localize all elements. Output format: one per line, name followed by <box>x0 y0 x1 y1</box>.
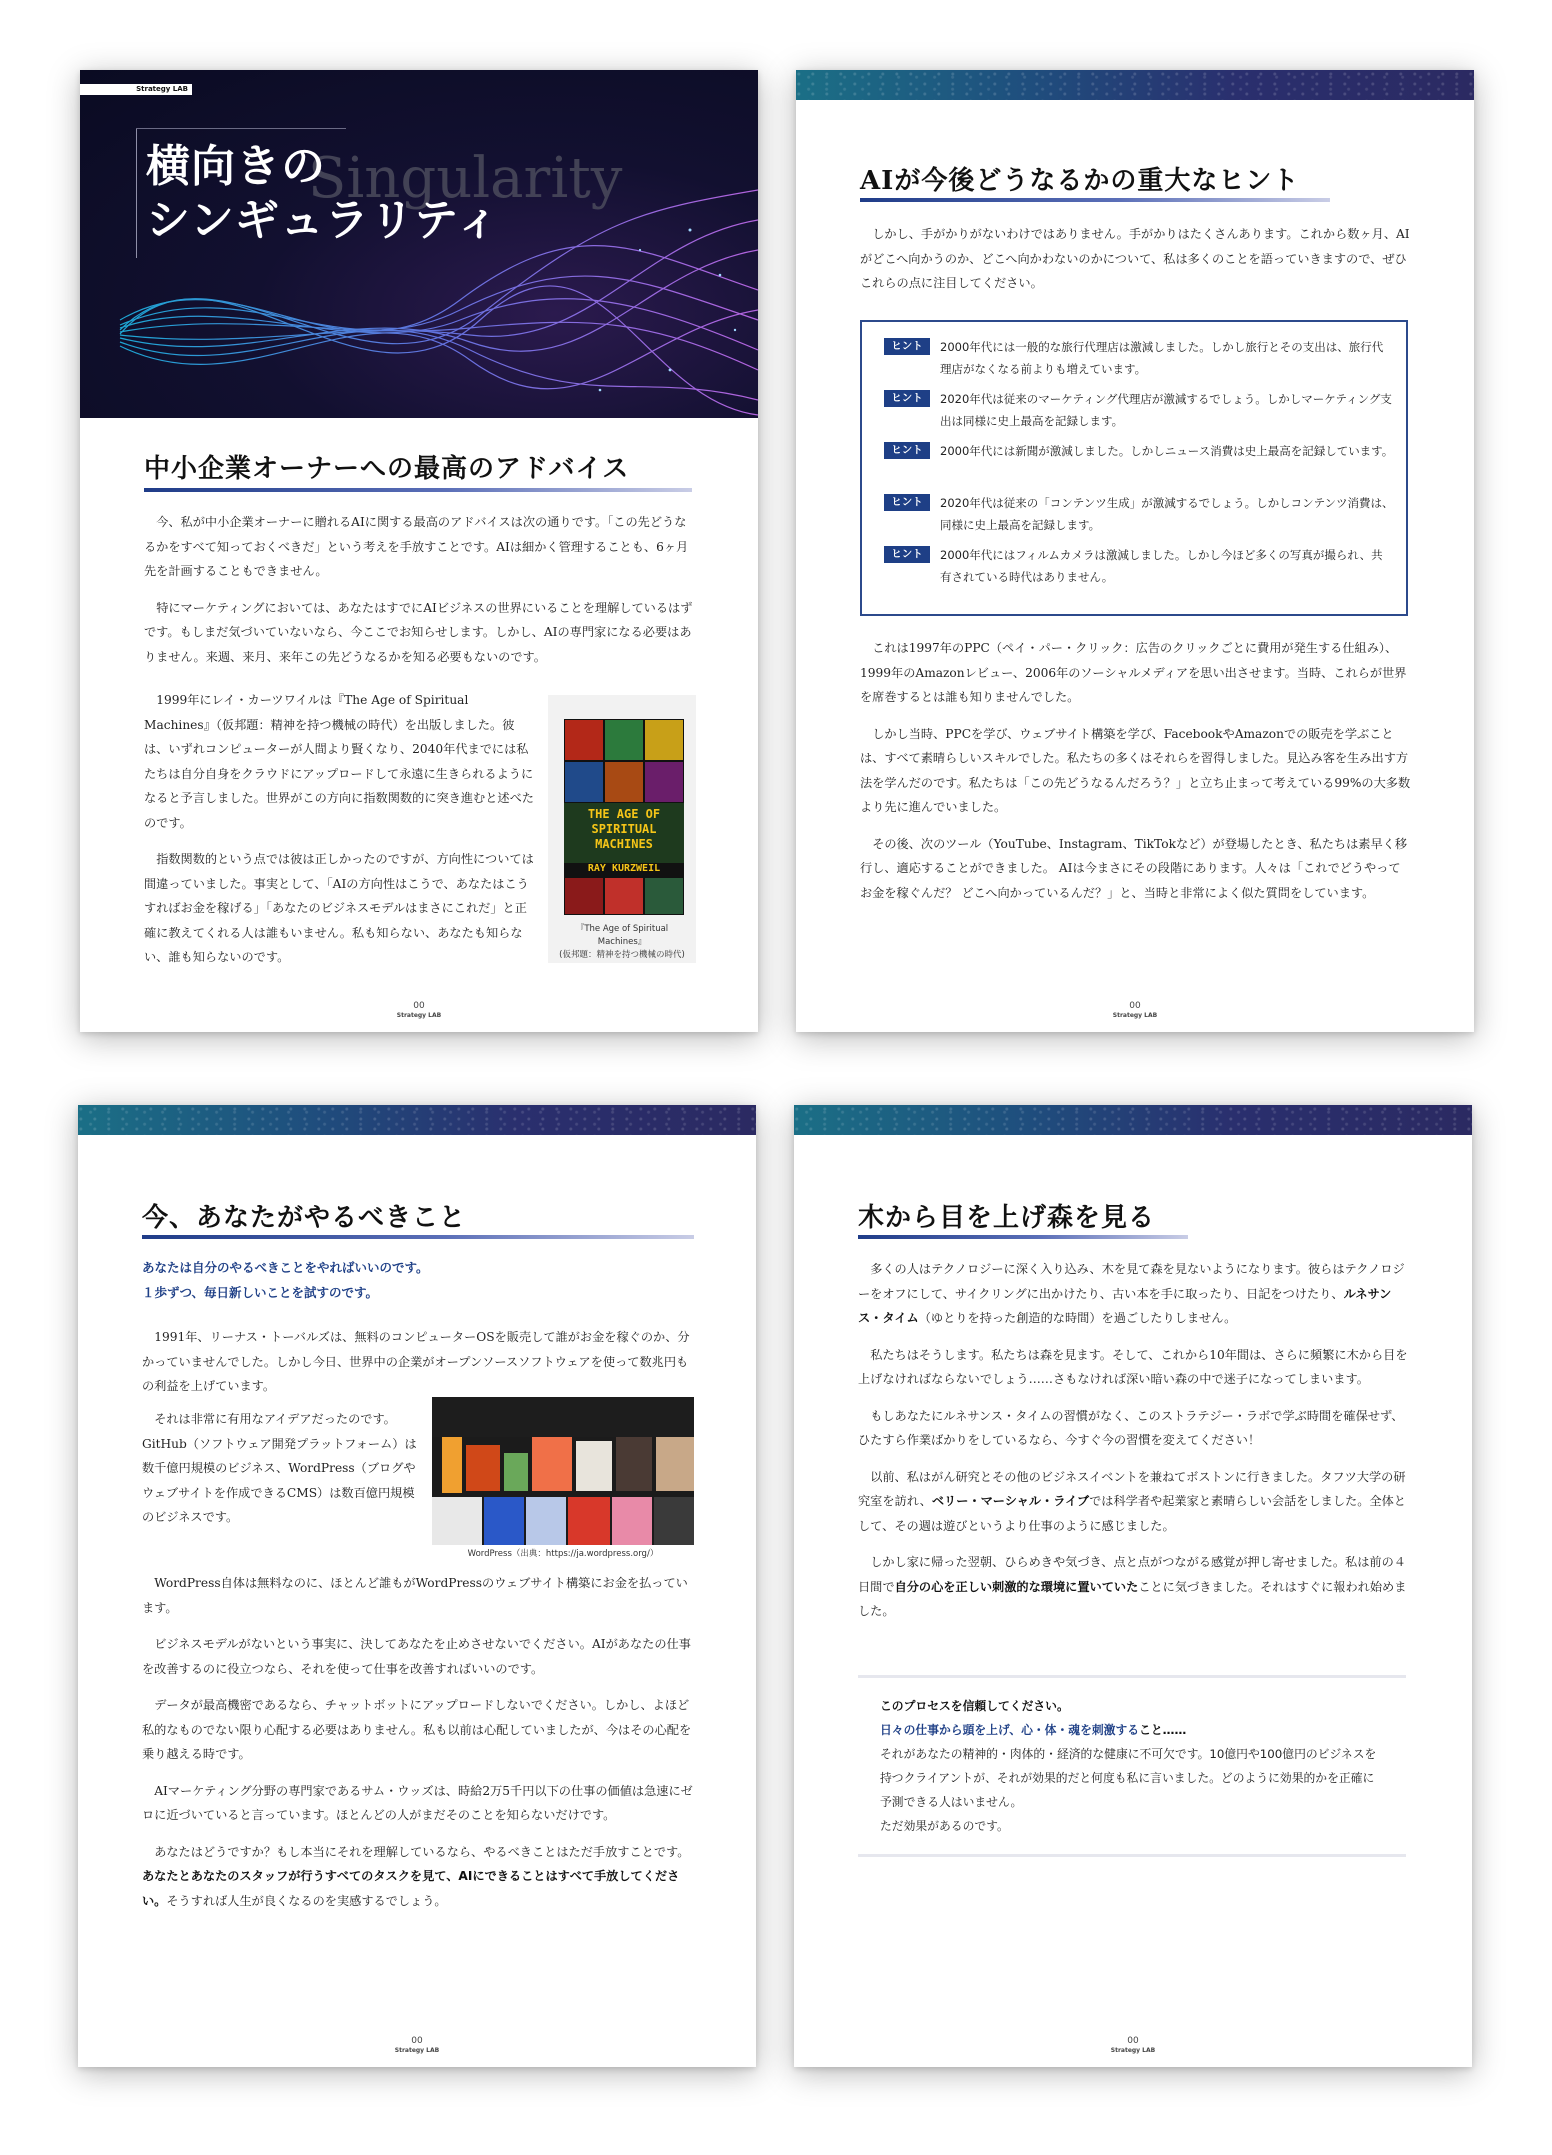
hint-text: 2000年代には新聞が激減しました。しかしニュース消費は史上最高を記録しています。 <box>940 444 1394 458</box>
paragraph: 今、私が中小企業オーナーに贈れるAIに関する最高のアドバイスは次の通りです。「この先どうなるかをすべて知っておくべきだ」という考えを手放すことです。AIは細かく管理することも、6ヶ月先を計画することもできません。 <box>144 515 689 578</box>
section-title: 中小企業オーナーへの最高のアドバイス <box>144 454 630 484</box>
page-4 <box>794 1105 1472 2067</box>
hint-item <box>884 440 1394 462</box>
paragraph: データが最高機密であるなら、チャットボットにアップロードしないでください。しかし、よほど私的なものでない限り心配する必要はありません。私も以前は心配していましたが、今はその心配を乗り越える時です。 <box>142 1698 692 1761</box>
paragraph: ビジネスモデルがないという事実に、決してあなたを止めさせないでください。AIがあなたの仕事を改善するのに役立つなら、それを使って仕事を改善すればいいのです。 <box>142 1637 691 1676</box>
highlight-subtitle <box>880 1718 1384 1742</box>
cover-pattern <box>564 877 684 915</box>
paragraph: これは1997年のPPC（ペイ・パー・クリック：広告のクリックごとに費用が発生する仕組み）、1999年のAmazonレビュー、2006年のソーシャルメディアを思い出させます。当時、これらが世界を席巻するとは誰も知りませんでした。 <box>860 641 1407 704</box>
section-title: 今、あなたがやるべきこと <box>142 1203 467 1233</box>
text-run: そうすれば人生が良くなるのを実感するでしょう。 <box>166 1893 447 1908</box>
paragraph: AIマーケティング分野の専門家であるサム・ウッズは、時給2万5千円以下の仕事の価値は急速にゼロに近づいていると言っています。ほとんどの人がまだそのことを知らないだけです。 <box>142 1783 693 1822</box>
hint-text: 2000年代には一般的な旅行代理店は激減しました。しかし旅行とその支出は、旅行代理店がなくなる前よりも増えています。 <box>940 340 1384 376</box>
caption-line: 『The Age of Spiritual Machines』 <box>575 924 669 947</box>
section-title: AIが今後どうなるかの重大なヒント <box>860 166 1300 196</box>
header-band <box>78 1105 756 1135</box>
highlight-body: それがあなたの精神的・肉体的・経済的な健康に不可欠です。10億円や100億円のビジネスを持つクライアントが、それが効果的だと何度も私に言いました。どのように効果的かを正確に予測できる人はいません。 <box>880 1747 1377 1809</box>
page-1 <box>80 70 758 1032</box>
hint-text: 2020年代は従来の「コンテンツ生成」が激減するでしょう。しかしコンテンツ消費は、同様に史上最高を記録します。 <box>940 496 1394 532</box>
body-text <box>142 1571 694 1925</box>
page-footer <box>78 2037 756 2055</box>
paragraph: 1991年、リーナス・トーバルズは、無料のコンピューターOSを販売して誰がお金を稼ぐのか、分かっていませんでした。しかし今日、世界中の企業がオープンソースソフトウェアを使って数兆円もの利益を上げています。 <box>142 1330 690 1393</box>
paragraph: 1999年にレイ・カーツワイルは『The Age of Spiritual Machines』（仮邦題：精神を持つ機械の時代）を出版しました。彼は、いずれコンピューターが人間より賢くなり、2040年代までには私たちは自分自身をクラウドにアップロードして永遠に生きられるようになると予言しました。世界がこの方向に指数関数的に突き進むと述べたのです。 <box>144 693 534 830</box>
section-rule <box>858 1235 1188 1239</box>
paragraph <box>858 1550 1410 1624</box>
hint-text: 2000年代にはフィルムカメラは激減しました。しかし今ほど多くの写真が撮られ、共有されている時代はありません。 <box>940 548 1383 584</box>
paragraph: しかし当時、PPCを学び、ウェブサイト構築を学び、FacebookやAmazonでの販売を学ぶことは、すべて素晴らしいスキルでした。私たちの多くはそれらを習得しました。見込み客を生み出す方法を学んだのです。私たちは「この先どうなるんだろう？」と立ち止まって考えている99%の大多数より先に進んでいました。 <box>860 726 1411 814</box>
book-caption <box>554 923 690 962</box>
section-rule <box>142 1235 694 1239</box>
book-figure <box>548 695 696 963</box>
header-band <box>794 1105 1472 1135</box>
emphasis-text: あなたとあなたのスタッフが行うすべてのタスクを見て、AIにできることはすべて手放してください。 <box>142 1869 680 1908</box>
highlight-box <box>858 1675 1406 1857</box>
section-rule <box>860 198 1330 202</box>
text-run: しかし家に帰った翌朝、ひらめきや気づき、点と点がつながる感覚が押し寄せました。私は前の４日間で <box>858 1555 1406 1594</box>
cover-pattern <box>564 761 684 803</box>
hint-item <box>884 544 1394 588</box>
paragraph: 私たちはそうします。私たちは森を見ます。そして、これから10年間は、さらに頻繁に木から目を上げなければならないでしょう……さもなければ深い暗い森の中で迷子になってしまいます。 <box>858 1347 1408 1386</box>
emphasis-text: 自分の心を正しい刺激的な環境に置いていた <box>894 1579 1139 1594</box>
page-footer <box>796 1002 1474 1020</box>
paragraph <box>858 1465 1410 1539</box>
page-number: 00 <box>1127 2036 1139 2046</box>
hint-badge: ヒント <box>884 390 930 407</box>
page-number: 00 <box>413 1001 425 1011</box>
text-run: 以前、私はがん研究とその他のビジネスイベントを兼ねてボストンに行きました。タフツ大学の研究室を訪れ、 <box>858 1469 1406 1508</box>
book-author: RAY KURZWEIL <box>564 863 684 877</box>
cover-pattern <box>564 719 684 761</box>
paragraph: 特にマーケティングにおいては、あなたはすでにAIビジネスの世界にいることを理解しているはずです。もしまだ気づいていないなら、今ここでお知らせします。しかし、AIの専門家になる必要はありません。来週、来月、来年この先どうなるかを知る必要もないのです。 <box>144 600 693 664</box>
page-number: 00 <box>1129 1001 1141 1011</box>
screenshot-caption: WordPress（出典：https://ja.wordpress.org/） <box>467 1549 659 1559</box>
brand-tag: Strategy LAB <box>80 84 192 95</box>
lead-text <box>142 1255 694 1305</box>
hero-title <box>146 140 501 248</box>
paragraph: それは非常に有用なアイデアだったのです。GitHub（ソフトウェア開発プラットフォーム）は数千億円規模のビジネス、WordPress（ブログやウェブサイトを作成できるCMS）は数百億円規模のビジネスです。 <box>142 1412 417 1524</box>
body-text-narrow <box>142 1407 418 1542</box>
body-text <box>858 1257 1410 1636</box>
footer-brand: Strategy LAB <box>396 1012 442 1019</box>
body-text <box>144 510 696 681</box>
hero-banner <box>80 70 758 418</box>
footer-brand: Strategy LAB <box>1112 1012 1158 1019</box>
hint-text: 2020年代は従来のマーケティング代理店が激減するでしょう。しかしマーケティング支出は同様に史上最高を記録します。 <box>940 392 1392 428</box>
paragraph: WordPress自体は無料なのに、ほとんど誰もがWordPressのウェブサイト構築にお金を払っています。 <box>142 1576 688 1615</box>
screenshot-header <box>432 1397 694 1437</box>
section-rule <box>144 488 692 492</box>
lead-line: １歩ずつ、毎日新しいことを試すのです。 <box>142 1285 379 1300</box>
hint-item <box>884 492 1394 536</box>
page-footer <box>794 2037 1472 2055</box>
hero-title-line-2: シンギュラリティ <box>146 195 501 246</box>
lead-line: あなたは自分のやるべきことをやればいいのです。 <box>142 1260 429 1275</box>
text-run: 多くの人はテクノロジーに深く入り込み、木を見て森を見ないようになります。彼らはテクノロジーをオフにして、サイクリングに出かけたり、古い本を手に取ったり、日記をつけたり、 <box>858 1262 1405 1301</box>
page-number: 00 <box>411 2036 423 2046</box>
hero-english-title: Singularity <box>308 146 623 211</box>
hint-box <box>860 320 1408 616</box>
hint-badge: ヒント <box>884 442 930 459</box>
paragraph <box>142 1840 694 1914</box>
footer-brand: Strategy LAB <box>394 2047 440 2054</box>
text-run: （ゆとりを持った創造的な時間）を過ごしたりしません。 <box>918 1311 1237 1325</box>
body-text-narrow <box>144 688 536 982</box>
text-run: ことに気づきました。それはすぐに報われ始めました。 <box>858 1579 1407 1618</box>
highlight-title: このプロセスを信頼してください。 <box>880 1699 1069 1713</box>
emphasis-text: ベリー・マーシャル・ライブ <box>931 1494 1090 1508</box>
paragraph <box>858 1257 1410 1331</box>
hero-title-line-1: 横向きの <box>146 141 326 192</box>
text-run: あなたはどうですか？もし本当にそれを理解しているなら、やるべきことはただ手放すことです。 <box>154 1844 690 1859</box>
page-2 <box>796 70 1474 1032</box>
text-run: では科学者や起業家と素晴らしい会話をしました。全体として、その週は遊びというより仕事のように感じました。 <box>858 1494 1406 1533</box>
caption-line: (仮邦題：精神を持つ機械の時代) <box>559 950 685 960</box>
section-title: 木から目を上げ森を見る <box>858 1203 1156 1233</box>
text-run: こと…… <box>1139 1723 1187 1737</box>
hint-item <box>884 336 1394 380</box>
paragraph: しかし、手がかりがないわけではありません。手がかりはたくさんあります。これから数ヶ月、AIがどこへ向かうのか、どこへ向かわないのかについて、私は多くのことを語っていきますので、ぜひこれらの点に注目してください。 <box>860 227 1410 290</box>
book-title: THE AGE OF SPIRITUAL MACHINES <box>564 803 684 863</box>
page-footer <box>80 1002 758 1020</box>
body-text <box>860 222 1412 308</box>
book-cover-image <box>564 719 684 915</box>
hint-badge: ヒント <box>884 546 930 563</box>
footer-brand: Strategy LAB <box>1110 2047 1156 2054</box>
hero-frame-line <box>136 128 346 129</box>
hint-item <box>884 388 1394 432</box>
emphasis-text: ルネサンス・タイム <box>858 1286 1392 1325</box>
body-text <box>860 636 1412 917</box>
header-band <box>796 70 1474 100</box>
highlight-blue-text: 日々の仕事から頭を上げ、心・体・魂を刺激する <box>880 1723 1140 1737</box>
hint-badge: ヒント <box>884 338 930 355</box>
paragraph: その後、次のツール（YouTube、Instagram、TikTokなど）が登場したとき、私たちは素早く移行し、適応することができました。 AIは今まさにその段階にあります。人々は「これでどうやってお金を稼ぐんだ？ どこへ向かっているんだ？」と、当時と非常によく似た質問をしています。 <box>860 836 1408 900</box>
hero-frame-line <box>136 128 137 258</box>
paragraph: もしあなたにルネサンス・タイムの習慣がなく、このストラテジー・ラボで学ぶ時間を確保せず、ひたすら作業ばかりをしているなら、今すぐ今の習慣を変えてください！ <box>858 1408 1404 1447</box>
page-3 <box>78 1105 756 2067</box>
wordpress-screenshot <box>432 1397 694 1545</box>
highlight-body: ただ効果があるのです。 <box>880 1819 1009 1833</box>
paragraph: 指数関数的という点では彼は正しかったのですが、方向性については間違っていました。事実として、「AIの方向性はこうで、あなたはこうすればお金を稼げる」「あなたのビジネスモデルはまさにこれだ」と正確に教えてくれる人は誰もいません。私も知らない、あなたも知らない、誰も知らないのです。 <box>144 852 534 964</box>
hint-badge: ヒント <box>884 494 930 511</box>
